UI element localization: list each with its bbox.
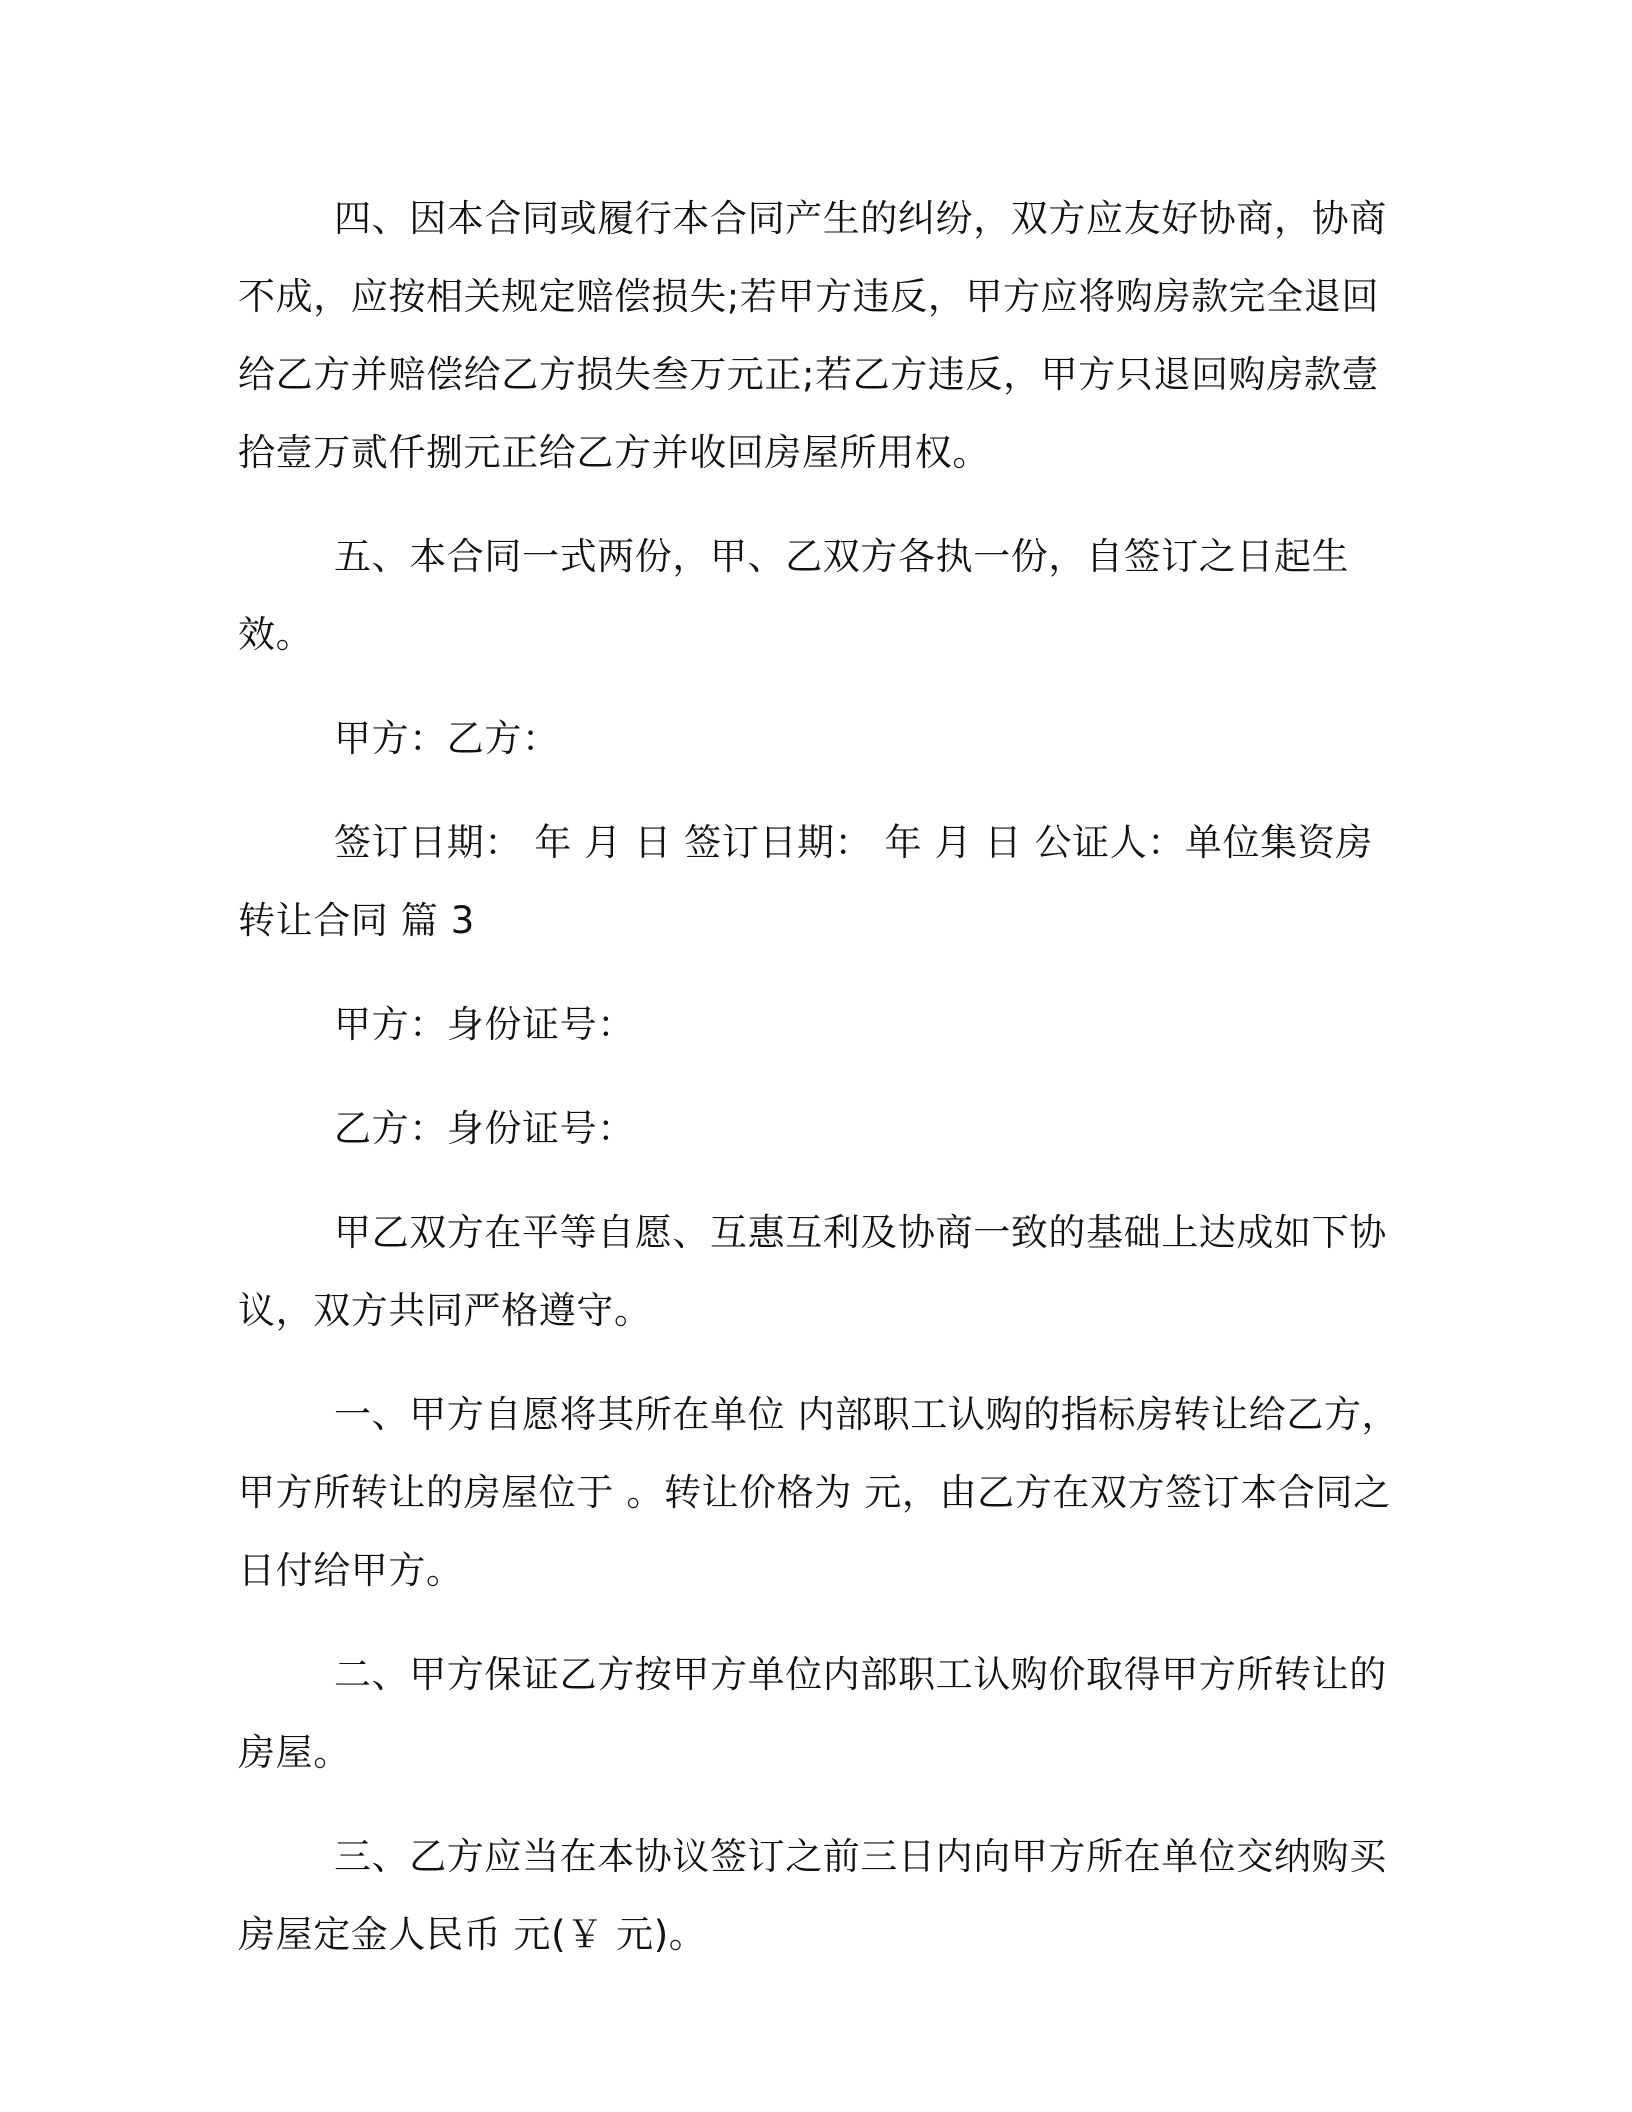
signing-date-line: 签订日期： 年 月 日 签订日期： 年 月 日 公证人：单位集资房转让合同 篇 3 — [238, 821, 1373, 942]
clause-four-paragraph: 四、因本合同或履行本合同产生的纠纷，双方应友好协商，协商不成，应按相关规定赔偿损失;若甲方违反，甲方应将购房款完全退回给乙方并赔偿给乙方损失叁万元正;若乙方违反，甲方只退回购房款壹拾壹万贰仟捌元正给乙方并收回房屋所用权。 — [238, 197, 1387, 474]
party-a-id-line: 甲方：身份证号： — [334, 1003, 635, 1046]
signature-parties-line: 甲方：乙方： — [334, 717, 560, 760]
clause-one-paragraph: 一、甲方自愿将其所在单位 内部职工认购的指标房转让给乙方，甲方所转让的房屋位于 。转让价格为 元，由乙方在双方签订本合同之日付给甲方。 — [238, 1393, 1400, 1592]
clause-five-paragraph: 五、本合同一式两份，甲、乙双方各执一份，自签订之日起生效。 — [238, 535, 1350, 656]
agreement-intro-paragraph: 甲乙双方在平等自愿、互惠互利及协商一致的基础上达成如下协议，双方共同严格遵守。 — [238, 1211, 1387, 1332]
clause-two-paragraph: 二、甲方保证乙方按甲方单位内部职工认购价取得甲方所转让的房屋。 — [238, 1653, 1387, 1774]
document-body — [238, 180, 1408, 2000]
party-b-id-line: 乙方：身份证号： — [334, 1107, 635, 1150]
clause-three-paragraph: 三、乙方应当在本协议签订之前三日内向甲方所在单位交纳购买房屋定金人民币 元(￥ 元)。 — [238, 1835, 1387, 1956]
